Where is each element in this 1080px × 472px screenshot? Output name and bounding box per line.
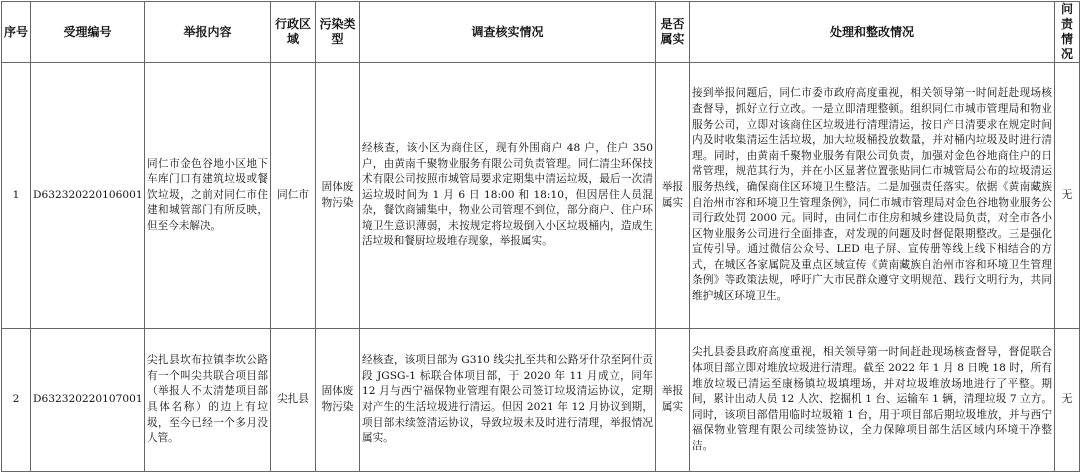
header-row: [2, 2, 1080, 63]
header-id: 受理编号: [31, 2, 145, 63]
header-type: 污染类型: [316, 2, 360, 63]
header-no: 序号: [2, 2, 31, 63]
row-report: 同仁市金色谷地小区地下车库门口有建筑垃圾或餐饮垃圾，之前对同仁市住建和城管部门有所反映，但至今未解决。: [145, 63, 271, 329]
row-investigation: 经核查，该小区为商住区，现有外围商户 48 户，住户 350 户，由黄南千聚物业服务有限公司负责管理。同仁清尘环保技术有限公司按照市城管局要求定期集中清运垃圾，最后一次清运垃圾时间为 1 月 6 日 18:00 和 18:10，但因居住人员混杂，餐饮商铺集中，物业公司管理不到位，部分商户、住户环境卫生意识薄弱，未按规定将垃圾倒入小区垃圾桶内，造成生活垃圾和餐厨垃圾堆存现象，举报属实。: [360, 63, 656, 329]
header-handling: 处理和整改情况: [690, 2, 1055, 63]
row-type: 固体废物污染: [316, 329, 360, 472]
table-row: [2, 329, 1080, 472]
row-report: 尖扎县坎布拉镇李坎公路有一个叫尖共联合项目部（举报人不太清楚项目部具体名称）的边上有垃圾，至今已经一个多月没人管。: [145, 329, 271, 472]
complaint-table: [1, 1, 1080, 472]
row-no: 1: [2, 63, 31, 329]
row-no: 2: [2, 329, 31, 472]
row-accountability: 无: [1055, 63, 1080, 329]
header-region: 行政区域: [271, 2, 316, 63]
row-handling: 尖扎县委县政府高度重视，相关领导第一时间赶赴现场核查督导，督促联合体项目部立即对堆放垃圾进行清理。截至 2022 年 1 月 8 日晚 18 时，所有堆放垃圾已清运至康杨镇垃圾填埋场，并对垃圾堆放场地进行了平整。期间，累计出动人员 12 人次、挖掘机 1 台、运输车 1 辆，清理垃圾 7 立方。同时，该项目部借用临时垃圾箱 1 台，用于项目部后期垃圾堆放，并与西宁福保物业管理有限公司续签协议，全力保障项目部生活区域内环境干净整洁。: [690, 329, 1055, 472]
row-investigation: 经核查，该项目部为 G310 线尖扎至共和公路牙什尕至阿什贡段 JGSG-1 标联合体项目部，于 2020 年 11 月成立，同年 12 月与西宁福保物业管理有限公司签订垃圾清运协议，定期对产生的生活垃圾进行清运。但因 2021 年 12 月协议到期，项目部未续签清运协议，导致垃圾未及时进行清理，举报情况属实。: [360, 329, 656, 472]
row-handling: 接到举报问题后，同仁市委市政府高度重视，相关领导第一时间赶赴现场核查督导，抓好立行立改。一是立即清理整顿。组织同仁市城市管理局和物业服务公司，立即对该商住区垃圾进行清理清运，按日产日清要求在规定时间内及时收集清运生活垃圾，加大垃圾桶投放数量，并对桶内垃圾及时进行清理。同时，由黄南千聚物业服务有限公司负责，加强对金色谷地商住户的日常管理，规范其行为，并在小区显著位置张贴同仁市城管局公布的垃圾清运服务热线，确保商住区环境卫生整洁。二是加强责任落实。依据《黄南藏族自治州市容和环境卫生管理条例》，同仁市城市管理局对金色谷地物业服务公司行政处罚 2000 元。同时，由同仁市住房和城乡建设局负责，对全市各小区物业服务公司进行全面排查，对发现的问题及时督促限期整改。三是强化宣传引导。通过微信公众号、LED 电子屏、宣传册等线上线下相结合的方式，在城区各家属院及重点区域宣传《黄南藏族自治州市容和环境卫生管理条例》等政策法规，呼吁广大市民群众遵守文明规范、践行文明行为，共同维护城区环境卫生。: [690, 63, 1055, 329]
header-verified: 是否属实: [656, 2, 690, 63]
header-report: 举报内容: [145, 2, 271, 63]
row-region: 同仁市: [271, 63, 316, 329]
row-verified: 举报属实: [656, 63, 690, 329]
header-investigation: 调查核实情况: [360, 2, 656, 63]
row-type: 固体废物污染: [316, 63, 360, 329]
row-id: D632320220107001: [31, 329, 145, 472]
row-region: 尖扎县: [271, 329, 316, 472]
row-accountability: 无: [1055, 329, 1080, 472]
header-accountability: 问责情况: [1055, 2, 1080, 63]
table-row: [2, 63, 1080, 329]
row-verified: 举报属实: [656, 329, 690, 472]
row-id: D632320220106001: [31, 63, 145, 329]
